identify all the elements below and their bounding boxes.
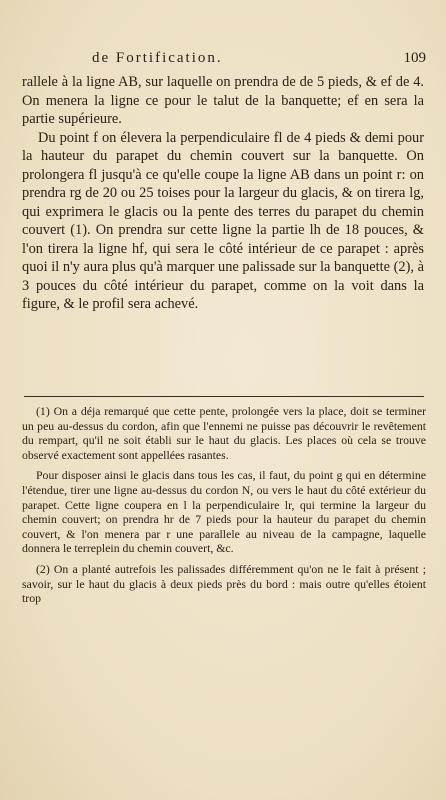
footnote-divider [24,396,424,397]
paragraph-1: rallele à la ligne AB, sur laquelle on prendra de de 5 pieds, & ef de 4. On menera la ligne ce pour le talut de la banquette; ef en sera la partie supérieure. [22,74,424,127]
footnotes [22,404,426,606]
main-text [22,73,424,314]
page-header [22,50,426,70]
footnote-1-continued: Pour disposer ainsi le glacis dans tous les cas, il faut, du point g qui en détermine l'étendue, tirer une ligne au-dessus du cordon N, ou vers le haut du côté extérieur du parapet. Cette ligne coupera en l la perpendiculaire lr, qui termine la largeur du chemin couvert; on prendra hr de 7 pieds pour la hauteur du parapet du chemin couvert, & l'on menera par r une parallele au niveau de la campagne, laquelle donnera le terreplein du chemin couvert, &c. [22,468,426,556]
page-number: 109 [403,50,426,66]
footnote-1: (1) On a déja remarqué que cette pente, prolongée vers la place, doit se terminer un peu au-dessus du cordon, afin que l'ennemi ne puisse pas découvrir le revêtement du rempart, qu'il ne soit établi sur le haut du glacis. Les places où cela se trouve observé exactement sont appellées rasantes. [22,404,426,462]
running-title: de Fortification. [92,50,223,66]
footnote-2: (2) On a planté autrefois les palissades différemment qu'on ne le fait à présent ; savoir, sur le haut du glacis à deux pieds près du bord : mais outre qu'elles étoient trop [22,561,426,606]
paragraph-2: Du point f on élevera la perpendiculaire fl de 4 pieds & demi pour la hauteur du parapet du chemin couvert sur la banquette. On prolongera fl jusqu'à ce qu'elle coupe la ligne AB dans un point r: on prendra rg de 20 ou 25 toises pour la largeur du glacis, & on tirera lg, qui exprimera le glacis ou la pente des terres du parapet du chemin couvert (1). On prendra sur cette ligne la partie lh de 18 pouces, & l'on tirera la ligne hf, qui sera le côté intérieur de ce parapet : après quoi il n'y aura plus qu'à marquer une palissade sur la banquette (2), à 3 pouces du côté intérieur du parapet, comme on la voit dans la figure, & le profil sera achevé. [22,129,424,312]
